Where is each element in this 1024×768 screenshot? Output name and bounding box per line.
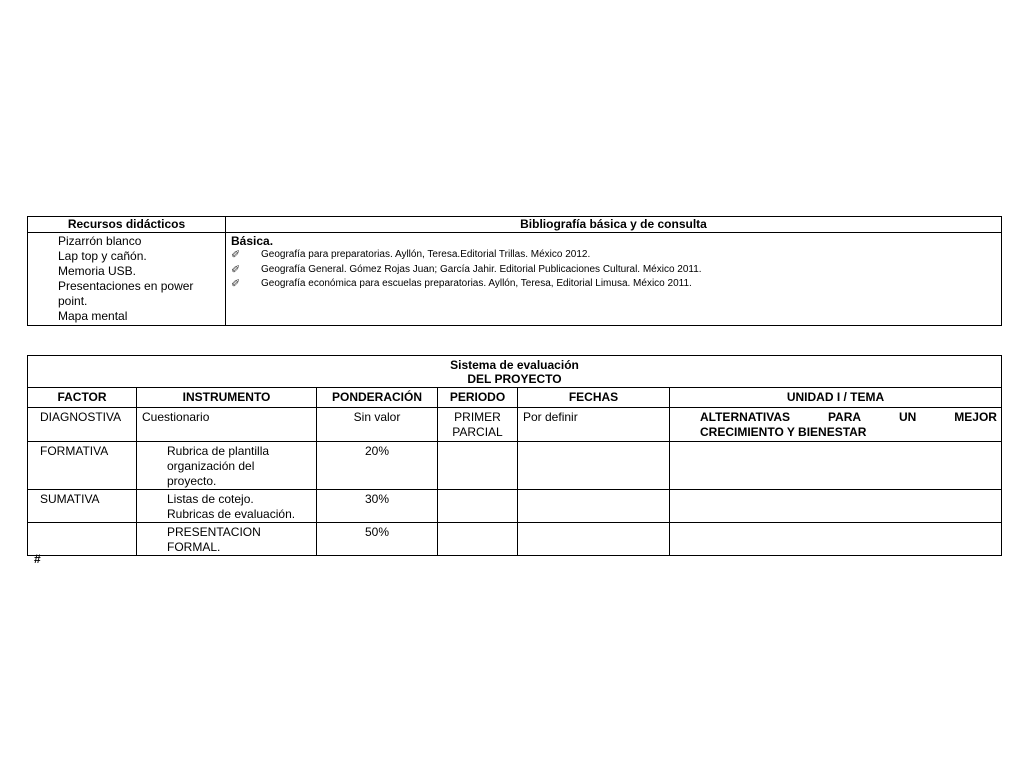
footer-mark: # [34,552,41,566]
cell-factor: DIAGNOSTIVA [28,408,137,442]
cell-ponderacion: 20% [317,442,438,490]
cell-instrumento: Cuestionario [137,408,317,442]
bib-item [231,277,1001,292]
cell-ponderacion: Sin valor [317,408,438,442]
cell-periodo: PRIMER PARCIAL [438,408,518,442]
cell-ponderacion: 30% [317,490,438,523]
cell-fechas [518,442,670,490]
bib-item [231,248,1001,263]
cell-ponderacion: 50% [317,523,438,556]
header-unidad: UNIDAD I / TEMA [670,388,1002,408]
header-fechas: FECHAS [518,388,670,408]
cell-unidad-empty [670,442,1002,490]
unidad-word: MEJOR [954,410,997,424]
table-row [28,442,1002,490]
cell-instrumento [137,490,317,523]
pencil-icon: ✐ [231,249,241,261]
unidad-word: PARA [827,410,862,424]
cell-fechas [518,523,670,556]
unidad-word: ALTERNATIVAS [700,410,790,424]
header-factor: FACTOR [28,388,137,408]
title-line-2: DEL PROYECTO [467,372,562,386]
instrumento-line: Rubricas de evaluación. [167,507,296,521]
resource-item: Lap top y cañón. [58,249,147,263]
resource-item: Memoria USB. [58,264,137,278]
header-recursos: Recursos didácticos [28,217,226,233]
table-row [28,523,1002,556]
cell-instrumento: Rubrica de plantilla organización del proyecto. [137,442,317,490]
bibliography-cell [226,233,1002,326]
evaluation-table [27,355,1002,556]
table-row [28,490,1002,523]
cell-periodo [438,523,518,556]
resources-cell [28,233,226,326]
resource-item: Presentaciones en power point. [58,279,194,308]
cell-periodo [438,442,518,490]
instrumento-line: Listas de cotejo. [167,492,254,506]
pencil-icon: ✐ [231,263,241,276]
bib-heading: Básica. [231,234,274,248]
cell-factor: SUMATIVA [28,490,137,523]
cell-factor: FORMATIVA [28,442,137,490]
bib-item [231,263,1001,278]
title-line-1: Sistema de evaluación [450,358,579,372]
bib-text: Geografía General. Gómez Rojas Juan; García Jahir. Editorial Publicaciones Cultural. México 2011. [261,263,702,275]
cell-factor [28,523,137,556]
cell-fechas [518,490,670,523]
cell-fechas: Por definir [518,408,670,442]
unidad-word: UN [899,410,917,424]
table-row [28,408,1002,442]
header-ponderacion: PONDERACIÓN [317,388,438,408]
cell-unidad-empty [670,490,1002,523]
cell-instrumento: PRESENTACION FORMAL. [137,523,317,556]
header-instrumento: INSTRUMENTO [137,388,317,408]
header-periodo: PERIODO [438,388,518,408]
cell-unidad-empty [670,523,1002,556]
bibliography-list [226,248,1001,296]
resources-table [27,216,1002,326]
unidad-line-2: CRECIMIENTO Y BIENESTAR [700,425,867,439]
cell-unidad-tema [670,408,1002,442]
evaluation-title [28,356,1002,388]
resource-item: Mapa mental [58,309,128,323]
resource-item: Pizarrón blanco [58,234,142,248]
cell-periodo [438,490,518,523]
pencil-icon: ✐ [231,278,241,290]
resources-list [28,233,225,324]
unidad-line-1 [700,410,997,425]
header-bibliografia: Bibliografía básica y de consulta [226,217,1002,233]
bib-text: Geografía económica para escuelas preparatorias. Ayllón, Teresa, Editorial Limusa. México 2011. [261,278,692,289]
bib-text: Geografía para preparatorias. Ayllón, Teresa.Editorial Trillas. México 2012. [261,249,591,260]
